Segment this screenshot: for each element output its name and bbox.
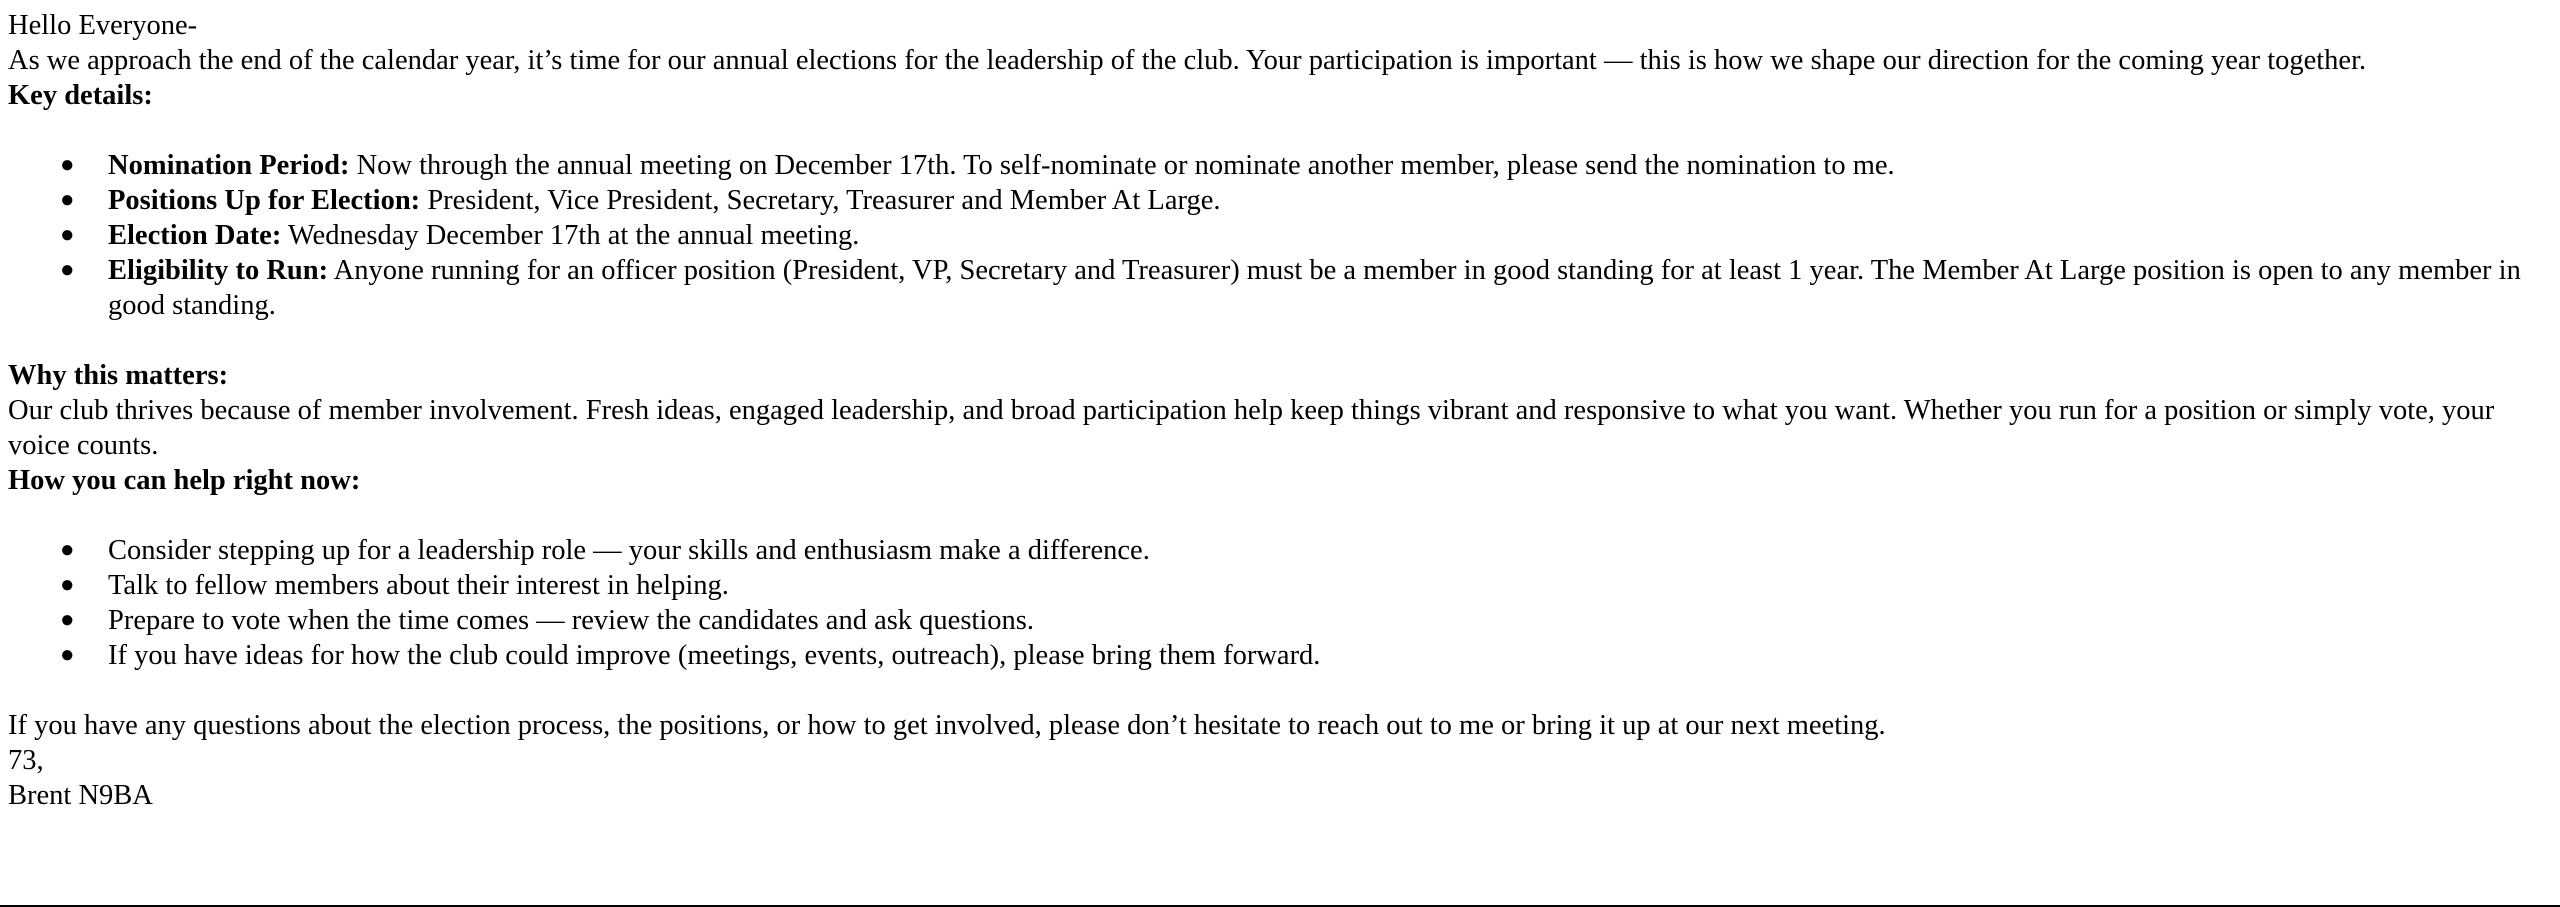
list-item xyxy=(60,218,2548,253)
item-label: Eligibility to Run: xyxy=(108,255,329,286)
closing-paragraph: If you have any questions about the election process, the positions, or how to get involved, please don’t hesitate to reach out to me or bring it up at our next meeting. xyxy=(8,710,1886,741)
how-help-heading: How you can help right now: xyxy=(8,465,361,496)
why-matters-heading: Why this matters: xyxy=(8,360,229,391)
how-help-list xyxy=(8,533,2560,673)
bullet-icon: ● xyxy=(60,607,75,633)
list-item xyxy=(60,533,2548,568)
list-item xyxy=(60,253,2548,323)
key-details-list xyxy=(8,148,2560,323)
intro-paragraph: As we approach the end of the calendar year, it’s time for our annual elections for the leadership of the club. Your participation is important — this is how we shape our direction for the coming year together. xyxy=(8,45,2367,76)
bullet-icon: ● xyxy=(60,537,75,563)
greeting: Hello Everyone- xyxy=(8,10,198,41)
list-item xyxy=(60,148,2548,183)
why-matters-paragraph: Our club thrives because of member involvement. Fresh ideas, engaged leadership, and broad participation help keep things vibrant and responsive to what you want. Whether you run for a position or simply vote, your voice counts. xyxy=(8,395,2495,461)
list-item xyxy=(60,603,2548,638)
item-text: Talk to fellow members about their interest in helping. xyxy=(108,570,729,601)
spacer xyxy=(8,498,2560,533)
item-text: Consider stepping up for a leadership role — your skills and enthusiasm make a difference. xyxy=(108,535,1150,566)
list-item xyxy=(60,638,2548,673)
spacer xyxy=(8,673,2560,708)
item-label: Election Date: xyxy=(108,220,282,251)
bullet-icon: ● xyxy=(60,257,75,283)
bullet-icon: ● xyxy=(60,187,75,213)
spacer xyxy=(8,323,2560,358)
list-item xyxy=(60,183,2548,218)
item-text: President, Vice President, Secretary, Treasurer and Member At Large. xyxy=(420,185,1221,216)
item-text: Anyone running for an officer position (President, VP, Secretary and Treasurer) must be a member in good standing for at least 1 year. The Member At Large position is open to any member in good standing. xyxy=(108,255,2521,321)
item-text: Prepare to vote when the time comes — review the candidates and ask questions. xyxy=(108,605,1034,636)
bullet-icon: ● xyxy=(60,572,75,598)
bullet-icon: ● xyxy=(60,222,75,248)
signoff: 73, xyxy=(8,745,44,776)
bullet-icon: ● xyxy=(60,152,75,178)
item-label: Nomination Period: xyxy=(108,150,350,181)
item-text: Wednesday December 17th at the annual meeting. xyxy=(281,220,860,251)
spacer xyxy=(8,113,2560,148)
item-text: If you have ideas for how the club could improve (meetings, events, outreach), please bring them forward. xyxy=(108,640,1321,671)
signature: Brent N9BA xyxy=(8,780,153,811)
item-text: Now through the annual meeting on December 17th. To self-nominate or nominate another member, please send the nomination to me. xyxy=(349,150,1895,181)
bullet-icon: ● xyxy=(60,642,75,668)
list-item xyxy=(60,568,2548,603)
item-label: Positions Up for Election: xyxy=(108,185,421,216)
key-details-heading: Key details: xyxy=(8,80,153,111)
